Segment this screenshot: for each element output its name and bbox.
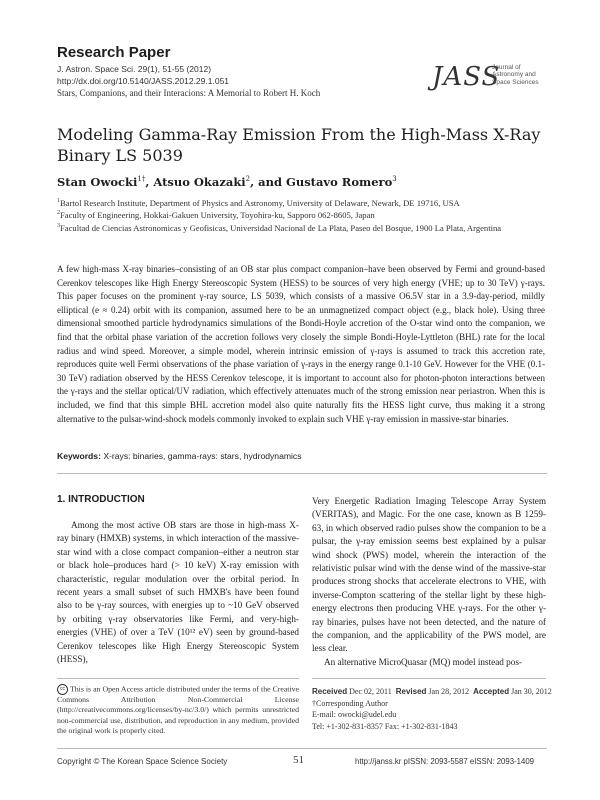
paper-title: Modeling Gamma-Ray Emission From the High-Mass X-Ray Binary LS 5039 — [57, 125, 541, 165]
affiliation-text: Faculty of Engineering, Hokkai-Gakuen University, Toyohira-ku, Sapporo 062-8605, Japan — [60, 209, 375, 220]
logo-line: Space Sciences — [492, 78, 539, 86]
article-type: Research Paper — [57, 44, 171, 61]
history-line — [312, 686, 552, 698]
paragraph: Very Energetic Radiation Imaging Telescope Array System (VERITAS), and Magic. For the one case, known as B 1259-63, in which observed radio pulses show the companion to be a pulsar, the γ-ray emission seems best explained by a pulsar wind shock (PWS) model, wherein the interaction of the relativistic pulsar wind with the dense wind of the massive-star produces strong shocks that accelerate electrons to VHE, with inverse-Compton scattering of the stellar light by these high-energy electrons then producing VHE γ-rays. For the other γ-ray binaries, pulses have not been detected, and the nature of the companion, and the applicability of the PWS model, are less clear. — [312, 496, 546, 654]
author-name: Gustavo Romero — [286, 175, 393, 189]
author-sup: 3 — [392, 175, 397, 184]
license-note — [57, 684, 299, 736]
affiliation-sup: 3 — [57, 223, 60, 229]
affiliation — [57, 220, 527, 234]
keywords — [57, 451, 545, 461]
author-sep: , and — [250, 175, 287, 189]
received-date: Dec 02, 2011 — [349, 687, 392, 696]
creative-commons-icon: cc — [57, 684, 68, 695]
body-text-left: Among the most active OB stars are those in high-mass X-ray binary (HMXB) systems, in which interaction of the massive-star wind with a close compact companion–either a neutron star or black hole–produces hard (> 10 keV) X-ray emission with characteristic, regular modulation over the orbital period. In recent years a small subset of such HMXB's have been found also to be γ-ray sources, with energies up to ~10 GeV observed by orbiting γ-ray observatories like Fermi, and very-high-energies (VHE) of over a TeV (10¹² eV) seen by ground-based Cerenkov telescopes like High Energy Stereoscopic System (HESS), — [57, 520, 299, 665]
divider — [57, 748, 547, 749]
section-heading: 1. INTRODUCTION — [57, 494, 145, 505]
author-name: Atsuo Okazaki — [153, 175, 246, 189]
doi-link[interactable]: http://dx.doi.org/10.5140/JASS.2012.29.1.051 — [57, 76, 230, 86]
affiliation — [57, 207, 547, 221]
logo-text — [492, 64, 539, 86]
accepted-date: Jan 30, 2012 — [511, 687, 552, 696]
author-sup: 1† — [137, 175, 146, 184]
corresponding-author: †Corresponding Author — [312, 698, 388, 708]
affiliation-sup: 2 — [57, 210, 60, 216]
journal-url-issn[interactable]: http://janss.kr pISSN: 2093-5587 eISSN: 2093-1409 — [355, 757, 535, 766]
accepted-label: Accepted — [473, 687, 510, 696]
email[interactable]: E-mail: owocki@udel.edu — [312, 710, 397, 719]
author-sep: , — [145, 175, 154, 189]
author-sup: 2 — [245, 175, 251, 184]
keywords-text: X-rays: binaries, gamma-rays: stars, hydrodynamics — [100, 451, 302, 461]
body-text-right — [312, 495, 546, 669]
phone: Tel: +1-302-831-8357 Fax: +1-302-831-1843 — [312, 721, 458, 731]
revised-date: Jan 28, 2012 — [428, 687, 470, 696]
journal-citation: J. Astron. Space Sci. 29(1), 51-55 (2012) — [57, 64, 212, 74]
journal-logo — [432, 60, 547, 100]
affiliation-sup: 1 — [57, 198, 60, 204]
abstract: A few high-mass X-ray binaries–consisting of an OB star plus compact companion–have been observed by Fermi and ground-based Cerenkov telescopes like High Energy Stereoscopic System (HESS) to be sources of very high energy (VHE; up to 30 TeV) γ-rays. This paper focuses on the prominent γ-ray source, LS 5039, which consists of a massive O6.5V star in a 3.9-day-period, mildly elliptical (e ≈ 0.24) orbit with its companion, assumed here to be an unmagnetized compact object (e.g., black hole). Using three dimensional smoothed particle hydrodynamics simulations of the Bondi-Hoyle accretion of the O-star wind onto the companion, we find that the orbital phase variation of the accretion follows very closely the simple Bondi-Hoyle-Lyttleton (BHL) rate for the local radius and wind speed. Moreover, a simple model, wherein intrinsic emission of γ-rays is assumed to track this accretion rate, reproduces quite well Fermi observations of the phase variation of γ-rays in the energy range 0.1-10 GeV. However for the VHE (0.1-30 TeV) radiation observed by the HESS Cerenkov telescope, it is important to account also for photon-photon interactions between the γ-rays and the stellar optical/UV radiation, which effectively attenuates much of the strong emission near periastron. When this is included, we find that this simple BHL accretion model also quite naturally fits the HESS light curve, thus making it a strong alternative to the pulsar-wind-shock models commonly invoked to explain such VHE γ-ray emission in massive-star binaries. — [57, 264, 545, 424]
divider — [57, 473, 547, 474]
affiliation-text: Facultad de Ciencias Astronomicas y Geofisicas, Universidad Nacional de La Plata, Paseo del Bosque, 1900 La Plata, Argentina — [60, 222, 502, 233]
affiliation-text: Bartol Research Institute, Department of Physics and Astronomy, University of Delaware, Newark, DE 19716, USA — [60, 197, 460, 208]
author-name: Stan Owocki — [57, 175, 138, 189]
paragraph: An alternative MicroQuasar (MQ) model instead pos- — [324, 656, 522, 667]
author-list — [57, 175, 397, 189]
logo-mark: JASS — [432, 62, 501, 92]
logo-line: Astronomy and — [492, 71, 536, 79]
divider — [57, 678, 299, 679]
page-number: 51 — [293, 754, 304, 766]
logo-line: Journal of — [492, 64, 521, 71]
revised-label: Revised — [395, 687, 427, 696]
received-label: Received — [312, 687, 348, 696]
copyright: Copyright © The Korean Space Science Society — [57, 757, 228, 766]
license-text: This is an Open Access article distributed under the terms of the Creative Commons Attribution Non-Commercial License (http://creativecommons.org/licenses/by-nc/3.0/) which permits unrestricted non-commercial use, distribution, and reproduction in any medium, provided the original work is properly cited. — [57, 684, 299, 735]
divider — [312, 678, 546, 679]
received-info — [312, 686, 552, 732]
series-title: Stars, Companions, and their Interacions: A Memorial to Robert H. Koch — [57, 88, 321, 98]
keywords-label: Keywords: — [57, 451, 101, 461]
